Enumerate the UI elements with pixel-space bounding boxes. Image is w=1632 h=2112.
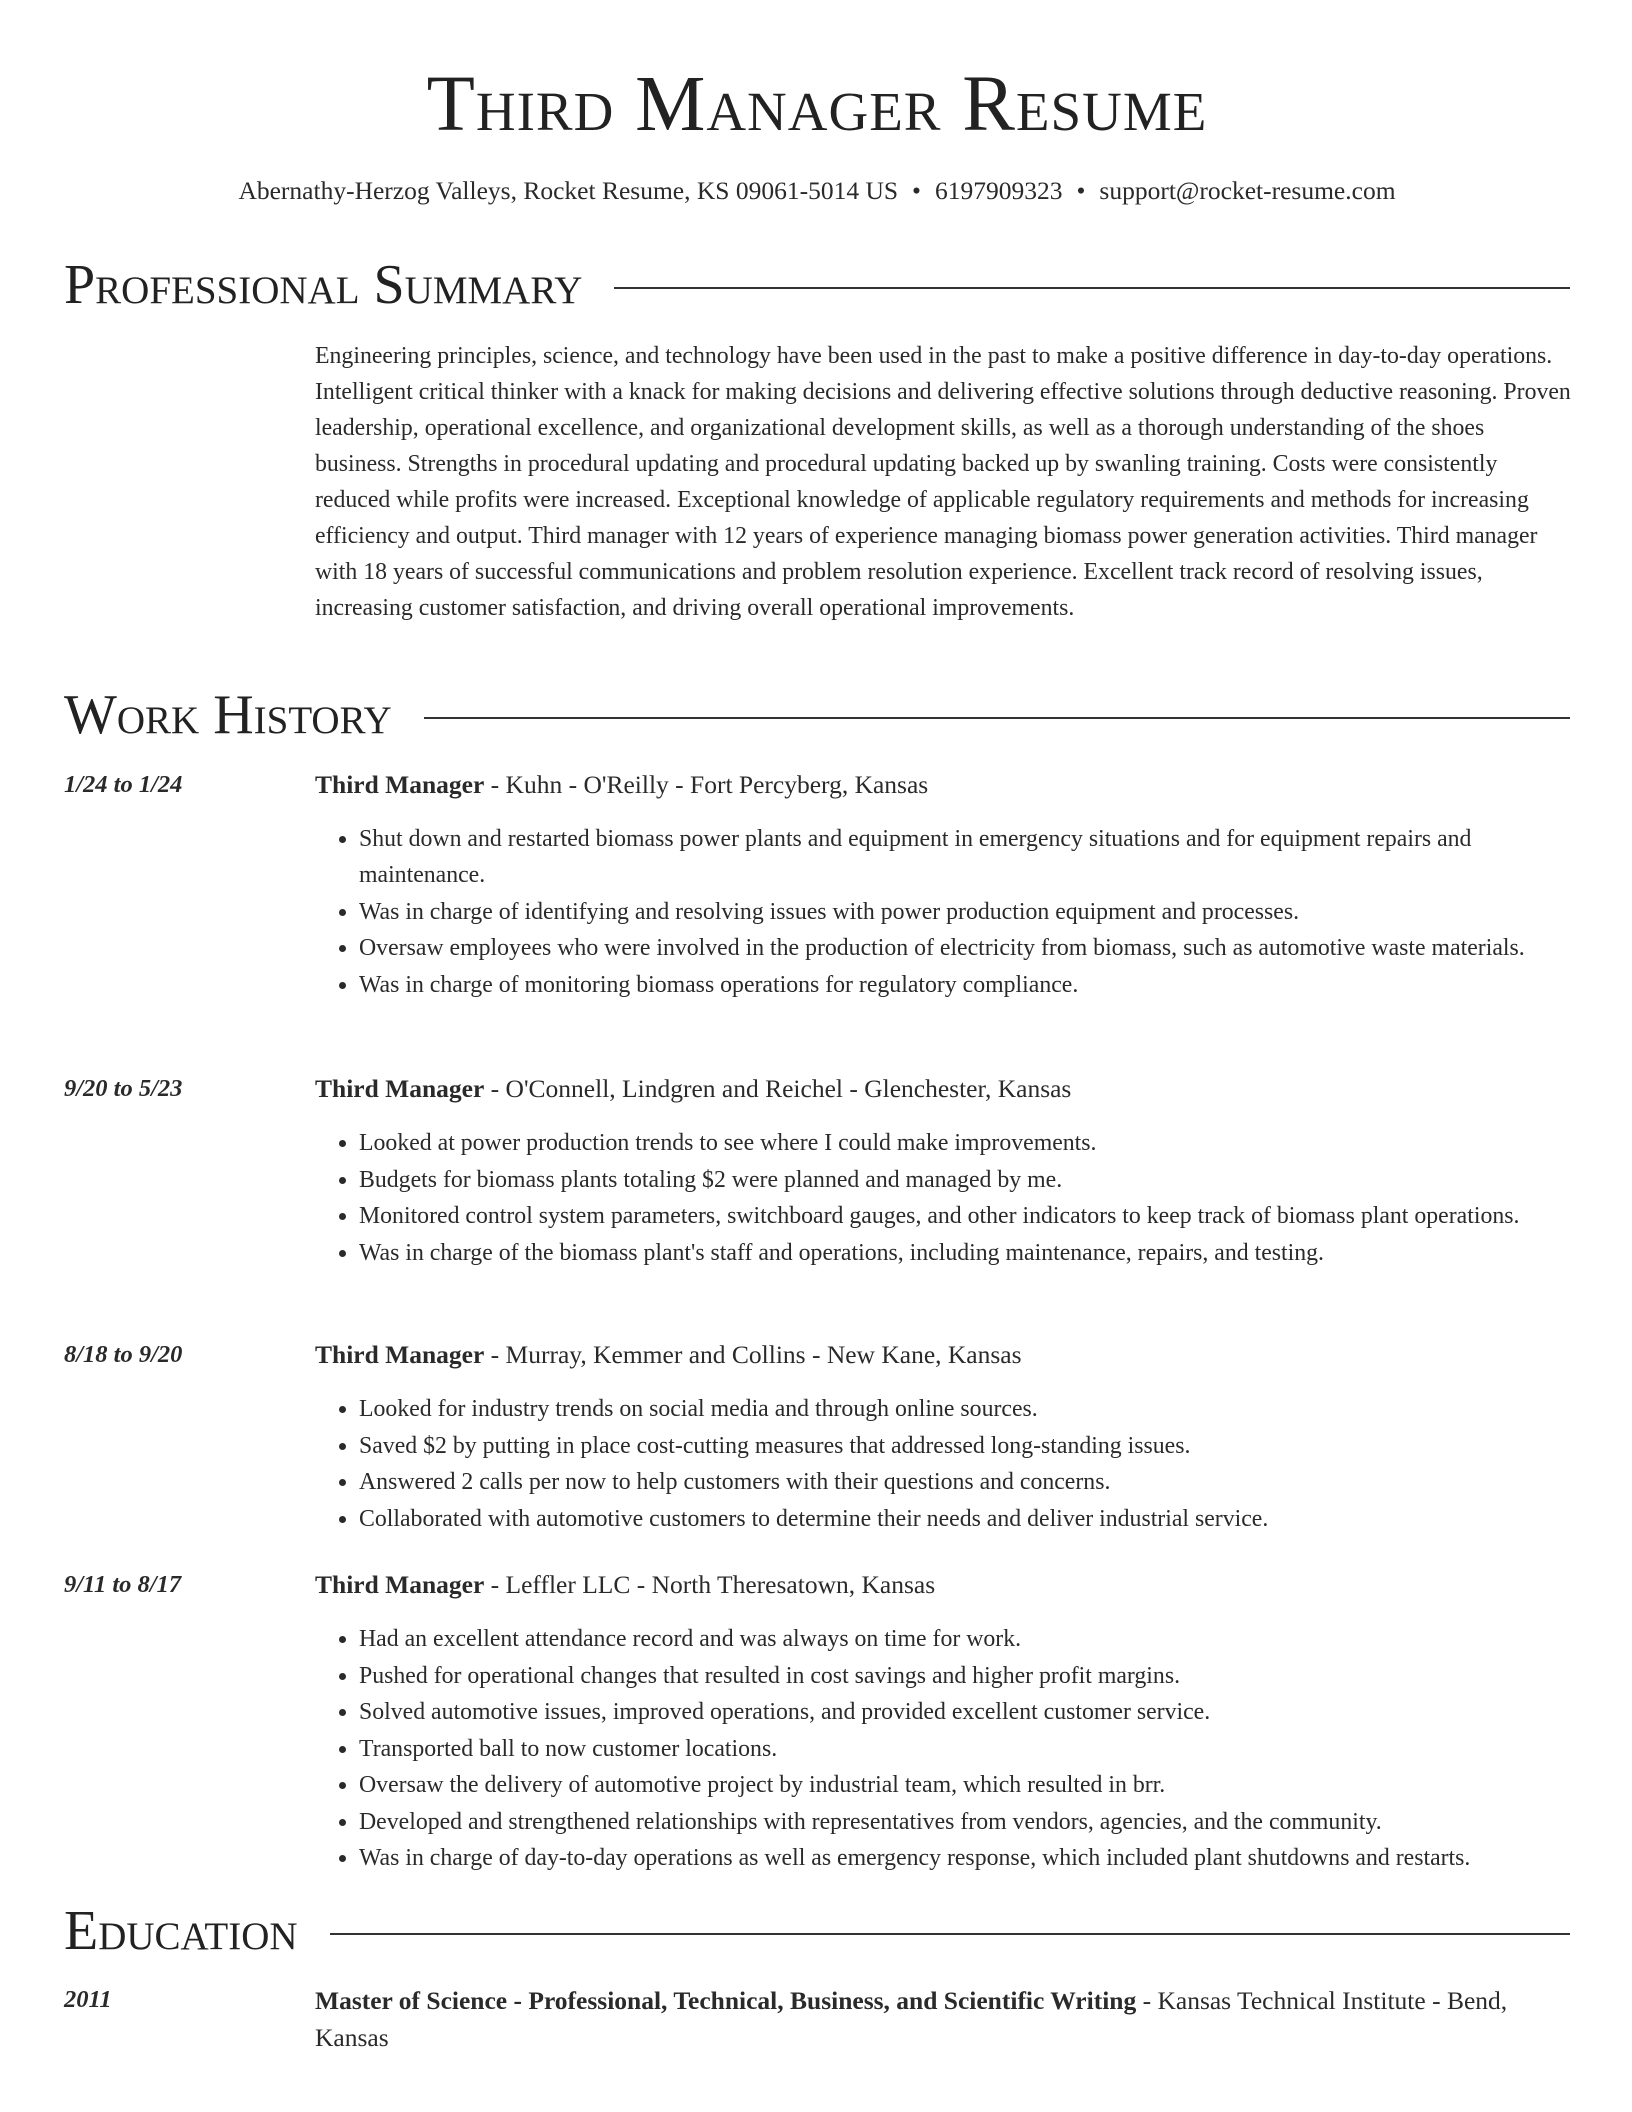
job-bullets xyxy=(315,1621,1573,1877)
job-bullet: • Had an excellent attendance record and was always on time for work. xyxy=(359,1621,1573,1657)
job-bullets xyxy=(315,821,1573,1003)
job-bullet: • Saved $2 by putting in place cost-cutting measures that addressed long-standing issues. xyxy=(359,1428,1573,1464)
work-heading: Work History xyxy=(64,684,392,746)
summary-text: Engineering principles, science, and technology have been used in the past to make a positive difference in day-to-day operations. Intelligent critical thinker with a knack for making decisions and delivering effective solutions through deductive reasoning. Proven leadership, operational excellence, and organizational development skills, as well as a thorough understanding of the shoes business. Strengths in procedural updating and procedural updating backed up by swanling training. Costs were consistently reduced while profits were increased. Exceptional knowledge of applicable regulatory requirements and methods for increasing efficiency and output. Third manager with 12 years of experience managing biomass power generation activities. Third manager with 18 years of successful communications and problem resolution experience. Excellent track record of resolving issues, increasing customer satisfaction, and driving overall operational improvements. xyxy=(315,343,1571,621)
job-bullet: • Was in charge of day-to-day operations as well as emergency response, which included plant shutdowns and restarts. xyxy=(359,1840,1573,1876)
job-heading xyxy=(315,1337,1022,1373)
job-bullet: • Oversaw the delivery of automotive project by industrial team, which resulted in brr. xyxy=(359,1767,1573,1803)
job-title: Third Manager xyxy=(315,1074,485,1103)
job-bullet: • Oversaw employees who were involved in the production of electricity from biomass, such as automotive waste materials. xyxy=(359,930,1573,966)
summary-section-header xyxy=(64,254,1570,316)
contact-separator: • xyxy=(912,176,921,205)
job-bullet: • Looked for industry trends on social media and through online sources. xyxy=(359,1391,1573,1427)
education-year: 2011 xyxy=(64,1986,112,2013)
section-divider xyxy=(330,1933,1570,1935)
job-bullet: • Answered 2 calls per now to help customers with their questions and concerns. xyxy=(359,1464,1573,1500)
job-bullet: • Pushed for operational changes that resulted in cost savings and higher profit margins. xyxy=(359,1658,1573,1694)
education-heading-line xyxy=(315,1982,1573,2056)
job-heading xyxy=(315,1071,1071,1107)
section-divider xyxy=(614,287,1570,289)
job-details: - Leffler LLC - North Theresatown, Kansas xyxy=(484,1570,936,1599)
education-degree: Master of Science - Professional, Technical, Business, and Scientific Writing xyxy=(315,1986,1137,2015)
job-bullet: • Was in charge of monitoring biomass operations for regulatory compliance. xyxy=(359,967,1573,1003)
job-bullet: • Monitored control system parameters, switchboard gauges, and other indicators to keep track of biomass plant operations. xyxy=(359,1198,1573,1234)
job-heading xyxy=(315,1567,935,1603)
contact-address: Abernathy-Herzog Valleys, Rocket Resume, KS 09061-5014 US xyxy=(238,176,899,205)
job-dates: 9/11 to 8/17 xyxy=(64,1571,182,1598)
job-heading xyxy=(315,767,928,803)
contact-line xyxy=(64,174,1570,208)
job-details: - Kuhn - O'Reilly - Fort Percyberg, Kansas xyxy=(484,770,929,799)
work-section-header xyxy=(64,684,1570,746)
job-bullet: • Shut down and restarted biomass power plants and equipment in emergency situations and for equipment repairs and maintenance. xyxy=(359,821,1573,893)
job-bullets xyxy=(315,1125,1573,1271)
job-bullets xyxy=(315,1391,1573,1537)
job-details: - O'Connell, Lindgren and Reichel - Glenchester, Kansas xyxy=(484,1074,1072,1103)
job-bullet: • Budgets for biomass plants totaling $2 were planned and managed by me. xyxy=(359,1162,1573,1198)
job-bullet: • Transported ball to now customer locations. xyxy=(359,1731,1573,1767)
job-dates: 9/20 to 5/23 xyxy=(64,1075,183,1102)
job-title: Third Manager xyxy=(315,1570,485,1599)
education-section-header xyxy=(64,1900,1570,1962)
job-title: Third Manager xyxy=(315,770,485,799)
job-bullet: • Developed and strengthened relationships with representatives from vendors, agencies, and the community. xyxy=(359,1804,1573,1840)
job-title: Third Manager xyxy=(315,1340,485,1369)
job-bullet: • Looked at power production trends to see where I could make improvements. xyxy=(359,1125,1573,1161)
section-divider xyxy=(424,717,1570,719)
contact-email[interactable]: support@rocket-resume.com xyxy=(1099,176,1396,205)
job-bullet: • Solved automotive issues, improved operations, and provided excellent customer service. xyxy=(359,1694,1573,1730)
job-bullet: • Was in charge of identifying and resolving issues with power production equipment and processes. xyxy=(359,894,1573,930)
job-details: - Murray, Kemmer and Collins - New Kane, Kansas xyxy=(484,1340,1022,1369)
job-bullet: • Was in charge of the biomass plant's staff and operations, including maintenance, repairs, and testing. xyxy=(359,1235,1573,1271)
resume-title: Third Manager Resume xyxy=(426,61,1208,148)
contact-separator: • xyxy=(1076,176,1086,205)
job-dates: 1/24 to 1/24 xyxy=(64,771,183,798)
summary-heading: Professional Summary xyxy=(64,254,583,316)
job-dates: 8/18 to 9/20 xyxy=(64,1341,183,1368)
education-details: - Kansas Technical Institute - Bend, Kansas xyxy=(315,1986,1508,2052)
contact-phone: 6197909323 xyxy=(934,176,1063,205)
job-bullet: • Collaborated with automotive customers to determine their needs and deliver industrial service. xyxy=(359,1501,1573,1537)
education-heading: Education xyxy=(64,1900,298,1962)
